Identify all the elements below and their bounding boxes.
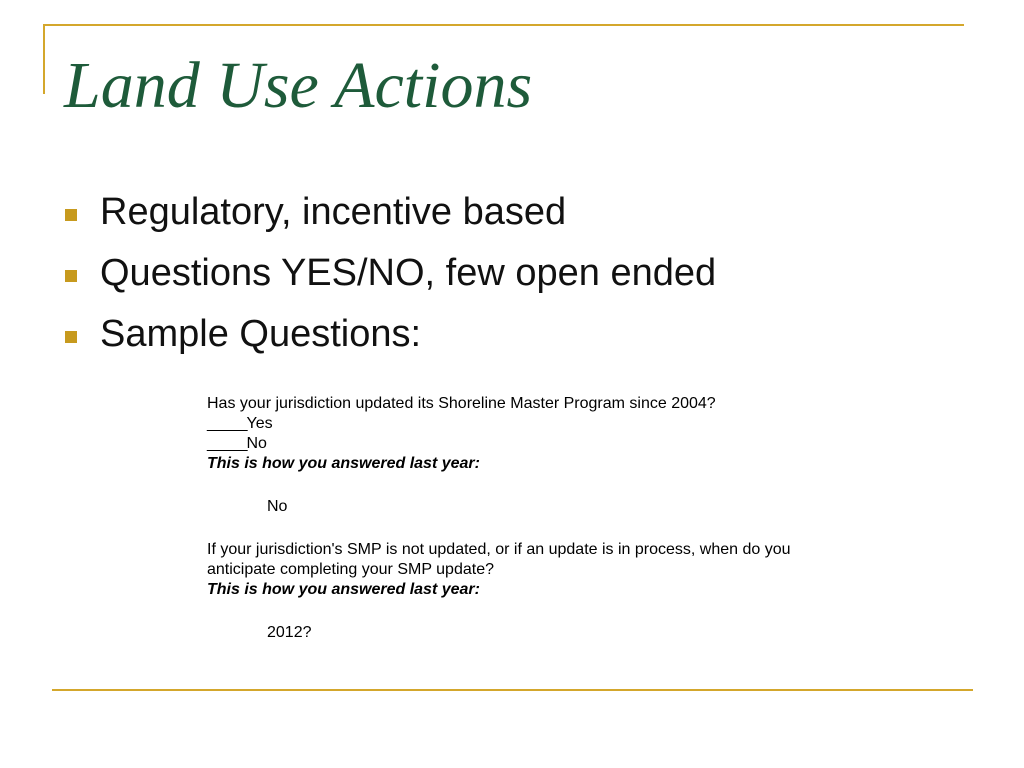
answer-blank: _____	[207, 435, 247, 452]
square-bullet-icon	[65, 331, 77, 343]
square-bullet-icon	[65, 270, 77, 282]
bottom-rule-line	[52, 689, 973, 691]
square-bullet-icon	[65, 209, 77, 221]
previous-answer-value: No	[267, 498, 288, 515]
answer-option-yes	[207, 414, 907, 434]
sample-survey-excerpt	[207, 394, 907, 643]
answer-option-no	[207, 434, 907, 454]
question-2-line-1: If your jurisdiction's SMP is not updated, or if an update is in process, when do you	[207, 541, 791, 558]
question-1: Has your jurisdiction updated its Shoreline Master Program since 2004?	[207, 395, 716, 412]
previous-answer-label: This is how you answered last year:	[207, 455, 480, 472]
answer-option-label: Yes	[246, 415, 273, 432]
left-border-line	[43, 24, 45, 94]
bullet-text: Sample Questions:	[100, 313, 422, 355]
top-border-line	[43, 24, 964, 26]
previous-answer-label: This is how you answered last year:	[207, 581, 480, 598]
question-2-line-2: anticipate completing your SMP update?	[207, 561, 494, 578]
bullet-text: Regulatory, incentive based	[100, 191, 567, 233]
answer-blank: _____	[207, 415, 247, 432]
answer-option-label: No	[246, 435, 267, 452]
bullet-text: Questions YES/NO, few open ended	[100, 252, 717, 294]
previous-answer-value: 2012?	[267, 624, 312, 641]
slide-title: Land Use Actions	[64, 49, 533, 122]
